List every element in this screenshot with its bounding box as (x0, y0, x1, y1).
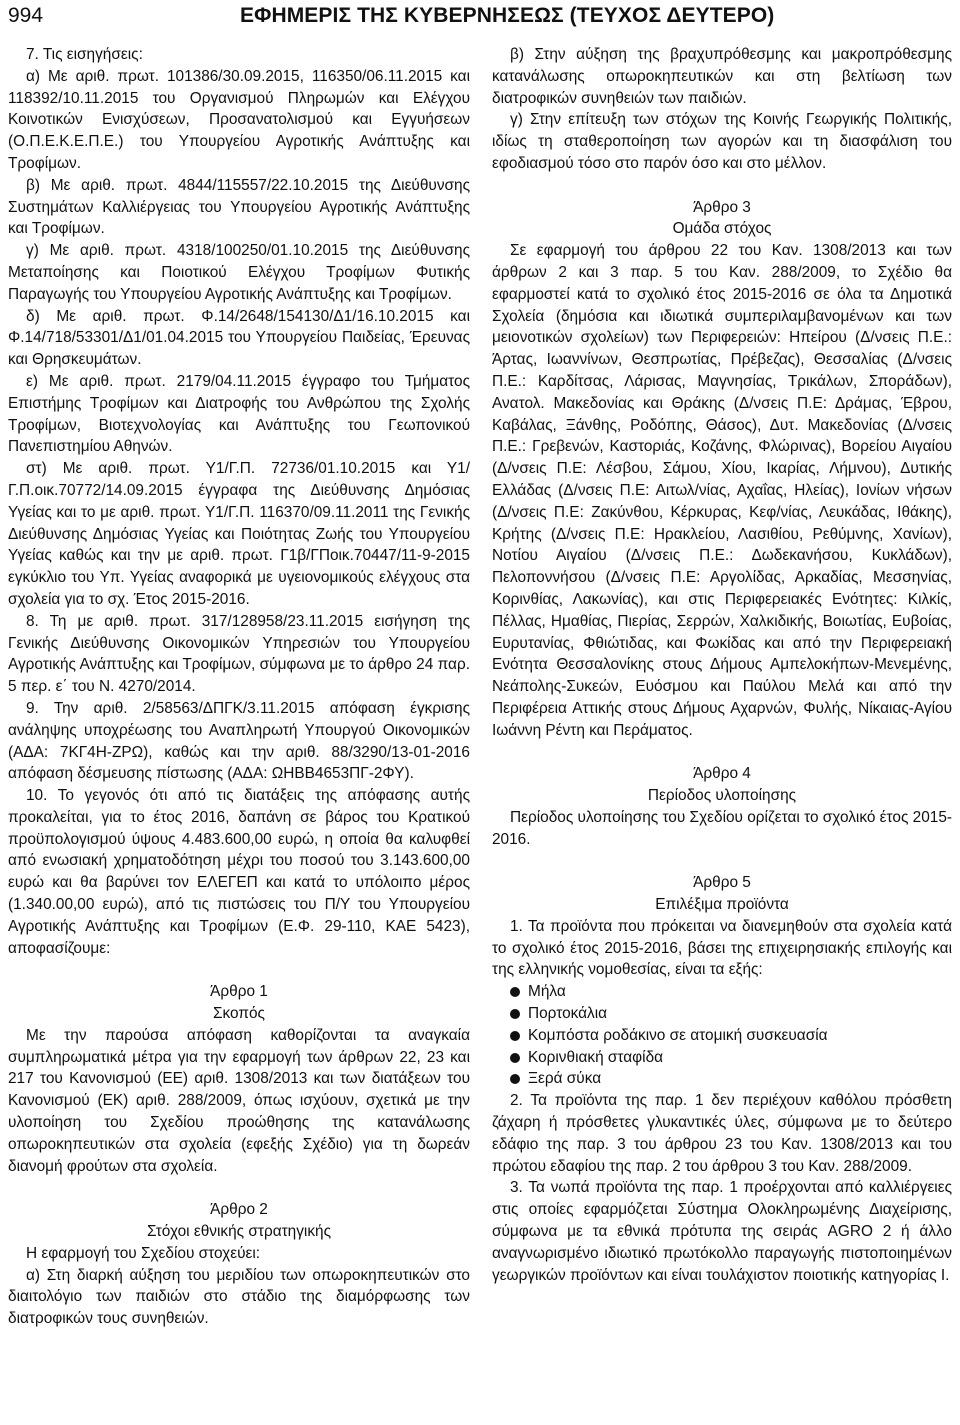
right-column (492, 44, 952, 1286)
bullet-icon (510, 1074, 520, 1084)
product-label: Μήλα (528, 983, 566, 1001)
paragraph: 10. Το γεγονός ότι από τις διατάξεις της απόφασης αυτής προκαλείται, για το έτος 2016, δαπάνη σε βάρος του Κρατικού προϋπολογισμού ύψους 4.483.600,00 ευρώ, η οποία θα καλυφθεί από ενωσιακή χρηματοδότηση μέχρι του ποσού του 3.143.600,00 ευρώ και θα βαρύνει τον ΕΛΕΓΕΠ και κατά το υπόλοιπο μέρος (1.340.00,00 ευρώ), από τις πιστώσεις του Π/Υ του Υπουργείου Αγροτικής Ανάπτυξης και Τροφίμων (Ε.Φ. 29-110, ΚΑΕ 5423), αποφασίζουμε: (8, 787, 470, 957)
product-label: Κομπόστα ροδάκινο σε ατομική συσκευασία (528, 1026, 828, 1044)
paragraph: δ) Με αριθ. πρωτ. Φ.14/2648/154130/Δ1/16.10.2015 και Φ.14/718/53301/Δ1/01.04.2015 του Υπουργείου Παιδείας, Έρευνας και Θρησκευμάτων. (8, 307, 470, 369)
article-5-subtitle: Επιλέξιμα προϊόντα (655, 896, 789, 914)
paragraph: α) Με αριθ. πρωτ. 101386/30.09.2015, 116350/06.11.2015 και 118392/10.11.2015 του Οργανισμού Πληρωμών και Ελέγχου Κοινοτικών Ενισχύσεων, Προσανατολισμού και Εγγυήσεων (Ο.Π.Ε.Κ.Ε.Π.Ε.) του Υπουργείου Αγροτικής Ανάπτυξης και Τροφίμων. (8, 67, 470, 172)
bullet-icon (510, 1053, 520, 1063)
article-2-item-c: γ) Στην επίτευξη των στόχων της Κοινής Γεωργικής Πολιτικής, ιδίως τη σταθεροποίηση των αγορών και τη διασφάλιση του εφοδιασμού τόσο στο παρόν όσο και στο μέλλον. (492, 111, 952, 172)
list-item (492, 1068, 952, 1090)
article-2-title: Άρθρο 2 (210, 1201, 268, 1219)
product-list (492, 981, 952, 1090)
article-4-text: Περίοδος υλοποίησης του Σχεδίου ορίζεται το σχολικό έτος 2015-2016. (492, 808, 953, 848)
article-5-paragraph-3: 3. Τα νωπά προϊόντα της παρ. 1 προέρχονται από καλλιέργειες στις οποίες εφαρμόζεται Σύστημα Ολοκληρωμένης Διαχείρισης, σύμφωνα με τα εθνικά πρότυπα της σειράς AGRO 2 ή άλλο αναγνωρισμένο ιδιωτικό πρωτόκολλο παραγωγής πιστοποιημένων γεωργικών προϊόντων και είναι τουλάχιστον ποιοτικής κατηγορίας Ι. (492, 1179, 952, 1284)
page-header (8, 2, 952, 36)
paragraph: γ) Με αριθ. πρωτ. 4318/100250/01.10.2015 της Διεύθυνσης Μεταποίησης και Ποιοτικού Ελέγχου Τροφίμων Φυτικής Παραγωγής του Υπουργείου Αγροτικής Ανάπτυξης και Τροφίμων. (8, 242, 470, 303)
bullet-icon (510, 987, 520, 997)
article-4-subtitle: Περίοδος υλοποίησης (647, 787, 797, 805)
article-3-title: Άρθρο 3 (693, 198, 751, 216)
article-5-paragraph-2: 2. Τα προϊόντα της παρ. 1 δεν περιέχουν καθόλου πρόσθετη ζάχαρη ή πρόσθετες γλυκαντικές ύλες, σύμφωνα με το δεύτερο εδάφιο της παρ. 3 του άρθρου 23 του Καν. 1308/2013 και του πρώτου εδαφίου της παρ. 2 του άρθρου 3 του Καν. 288/2009. (492, 1092, 952, 1175)
article-1-text: Με την παρούσα απόφαση καθορίζονται τα αναγκαία συμπληρωματικά μέτρα για την εφαρμογή των άρθρων 22, 23 και 217 του Κανονισμού (ΕΕ) αριθ. 1308/2013 και των διατάξεων του Κανονισμού (ΕΚ) αριθ. 288/2009, όπως ισχύουν, σχετικά με την υλοποίηση του Σχεδίου προώθησης της κατανάλωσης οπωροκηπευτικών στα σχολεία (εφεξής Σχέδιο) για τη δωρεάν διανομή φρούτων στα σχολεία. (8, 1026, 470, 1175)
product-label: Κορινθιακή σταφίδα (528, 1048, 664, 1066)
article-5-paragraph-1: 1. Τα προϊόντα που πρόκειται να διανεμηθούν στα σχολεία κατά το σχολικό έτος 2015-2016, βάσει της επιχειρησιακής επιλογής και της ελληνικής νομοθεσίας, είναι τα εξής: (492, 917, 952, 979)
bullet-icon (510, 1031, 520, 1041)
paragraph: ε) Με αριθ. πρωτ. 2179/04.11.2015 έγγραφο του Τμήματος Επιστήμης Τροφίμων και Διατροφής του Ανθρώπου της Σχολής Τροφίμων, Βιοτεχνολογίας και Ανάπτυξης του Γεωπονικού Πανεπιστημίου Αθηνών. (8, 372, 470, 456)
gazette-title: ΕΦΗΜΕΡΙΣ ΤΗΣ ΚΥΒΕΡΝΗΣΕΩΣ (ΤΕΥΧΟΣ ΔΕΥΤΕΡΟ) (240, 4, 775, 27)
paragraph: 8. Τη με αριθ. πρωτ. 317/128958/23.11.2015 εισήγηση της Γενικής Διεύθυνσης Οικονομικών Υπηρεσιών του Υπουργείου Αγροτικής Ανάπτυξης και Τροφίμων, σύμφωνα με το άρθρο 24 παρ. 5 περ. ε΄ του Ν. 4270/2014. (8, 612, 470, 696)
list-item (492, 981, 952, 1003)
paragraph: β) Με αριθ. πρωτ. 4844/115557/22.10.2015 της Διεύθυνσης Συστημάτων Καλλιέργειας του Υπουργείου Αγροτικής Ανάπτυξης και Τροφίμων. (8, 176, 470, 238)
paragraph: στ) Με αριθ. πρωτ. Υ1/Γ.Π. 72736/01.10.2015 και Υ1/Γ.Π.οικ.70772/14.09.2015 έγγραφα της Διεύθυνσης Δημόσιας Υγείας και το με αριθ. πρωτ. Υ1/Γ.Π. 116370/09.11.2011 της Γενικής Διεύθυνσης Δημόσιας Υγείας και Ποιότητας Ζωής του Υπουργείου Υγείας καθώς και την με αριθ. πρωτ. Γ1β/ΓΠοικ.70447/11-9-2015 εγκύκλιο του Υπ. Υγείας αναφορικά με υγειονομικούς ελέγχους στα σχολεία για το σχ. Έτος 2015-2016. (8, 460, 470, 608)
article-3-text: Σε εφαρμογή του άρθρου 22 του Καν. 1308/2013 και των άρθρων 2 και 3 παρ. 5 του Καν. 288/2009, το Σχέδιο θα εφαρμοστεί κατά το σχολικό έτος 2015-2016 σε όλα τα Δημοτικά Σχολεία (δημόσια και ιδιωτικά συμπεριλαμβανομένων και των μειονοτικών σχολείων) των Περιφερειών: Ηπείρου (Δ/νσεις Π.Ε.: Άρτας, Ιωαννίνων, Θεσπρωτίας, Πρέβεζας), Θεσσαλίας (Δ/νσεις Π.Ε.: Καρδίτσας, Λάρισας, Μαγνησίας, Τρικάλων, Σποράδων), Ανατολ. Μακεδονίας και Θράκης (Δ/νσεις Π.Ε: Δράμας, Έβρου, Καβάλας, Ξάνθης, Ροδόπης, Θάσος), Δυτ. Μακεδονίας (Δ/νσεις Π.Ε.: Γρεβενών, Καστοριάς, Κοζάνης, Φλώρινας), Βορείου Αιγαίου (Δ/νσεις Π.Ε: Λέσβου, Σάμου, Χίου, Ικαρίας, Λήμνου), Δυτικής Ελλάδας (Δ/νσεις Π.Ε: Αιτωλ/νίας, Αχαΐας, Ηλείας), Ιονίων νήσων (Δ/νσεις Π.Ε: Ζακύνθου, Κέρκυρας, Κεφ/νίας, Λευκάδας, Ιθάκης), Κρήτης (Δ/νσεις Π.Ε: Ηρακλείου, Λασιθίου, Ρεθύμνης, Χανίων), Νοτίου Αιγαίου (Δ/νσεις Π.Ε.: Δωδεκανήσου, Κυκλάδων), Πελοποννήσου (Δ/νσεις Π.Ε: Αργολίδας, Αρκαδίας, Μεσσηνίας, Κορινθίας, Λακωνίας), και στις Περιφερειακές Ενότητες: Κιλκίς, Πέλλας, Ημαθίας, Πιερίας, Σερρών, Χαλκιδικής, Βοιωτίας, Ευβοίας, Ευρυτανίας, Φθιώτιδας, και Φωκίδας και από την Περιφερειακή Ενότητα Θεσσαλονίκης στους Δήμους Αμπελοκήπων-Μενεμένης, Νεάπολης-Συκεών, Ευόσμου και Παύλου Μελά και από την Περιφέρεια Αττικής στους Δήμους Αχαρνών, Φυλής, Νίκαιας-Αγίου Ιωάννη Ρέντη και Περάματος. (492, 242, 952, 739)
article-2-item-a: α) Στη διαρκή αύξηση του μεριδίου των οπωροκηπευτικών στο διαιτολόγιο των παιδιών στο στάδιο της διαμόρφωσης των διατροφικών τους συνηθειών. (8, 1266, 470, 1328)
paragraph: 9. Την αριθ. 2/58563/ΔΠΓΚ/3.11.2015 απόφαση έγκρισης ανάληψης υποχρέωσης του Αναπληρωτή Υπουργού Οικονομικών (ΑΔΑ: 7ΚΓ4Η-ΖΡΩ), καθώς και την αριθ. 88/3290/13-01-2016 απόφαση δέσμευσης πίστωσης (ΑΔΑ: ΩΗΒΒ4653ΠΓ-2ΦΥ). (8, 699, 470, 783)
list-item (492, 1025, 952, 1047)
list-item (492, 1003, 952, 1025)
paragraph: 7. Τις εισηγήσεις: (26, 46, 143, 63)
article-1-title: Άρθρο 1 (210, 983, 268, 1001)
article-2-subtitle: Στόχοι εθνικής στρατηγικής (146, 1223, 332, 1241)
article-2-text: Η εφαρμογή του Σχεδίου στοχεύει: (26, 1244, 261, 1262)
bullet-icon (510, 1009, 520, 1019)
left-column (8, 44, 470, 1330)
article-1-subtitle: Σκοπός (213, 1005, 265, 1023)
page-number: 994 (8, 4, 44, 27)
article-3-subtitle: Ομάδα στόχος (672, 220, 772, 238)
article-4-title: Άρθρο 4 (693, 765, 751, 783)
product-label: Ξερά σύκα (528, 1070, 602, 1088)
article-2-item-b: β) Στην αύξηση της βραχυπρόθεσμης και μακροπρόθεσμης κατανάλωσης οπωροκηπευτικών και στη βελτίωση των διατροφικών συνηθειών των παιδιών. (492, 46, 952, 107)
article-5-title: Άρθρο 5 (693, 874, 751, 892)
list-item (492, 1047, 952, 1069)
product-label: Πορτοκάλια (528, 1005, 608, 1023)
